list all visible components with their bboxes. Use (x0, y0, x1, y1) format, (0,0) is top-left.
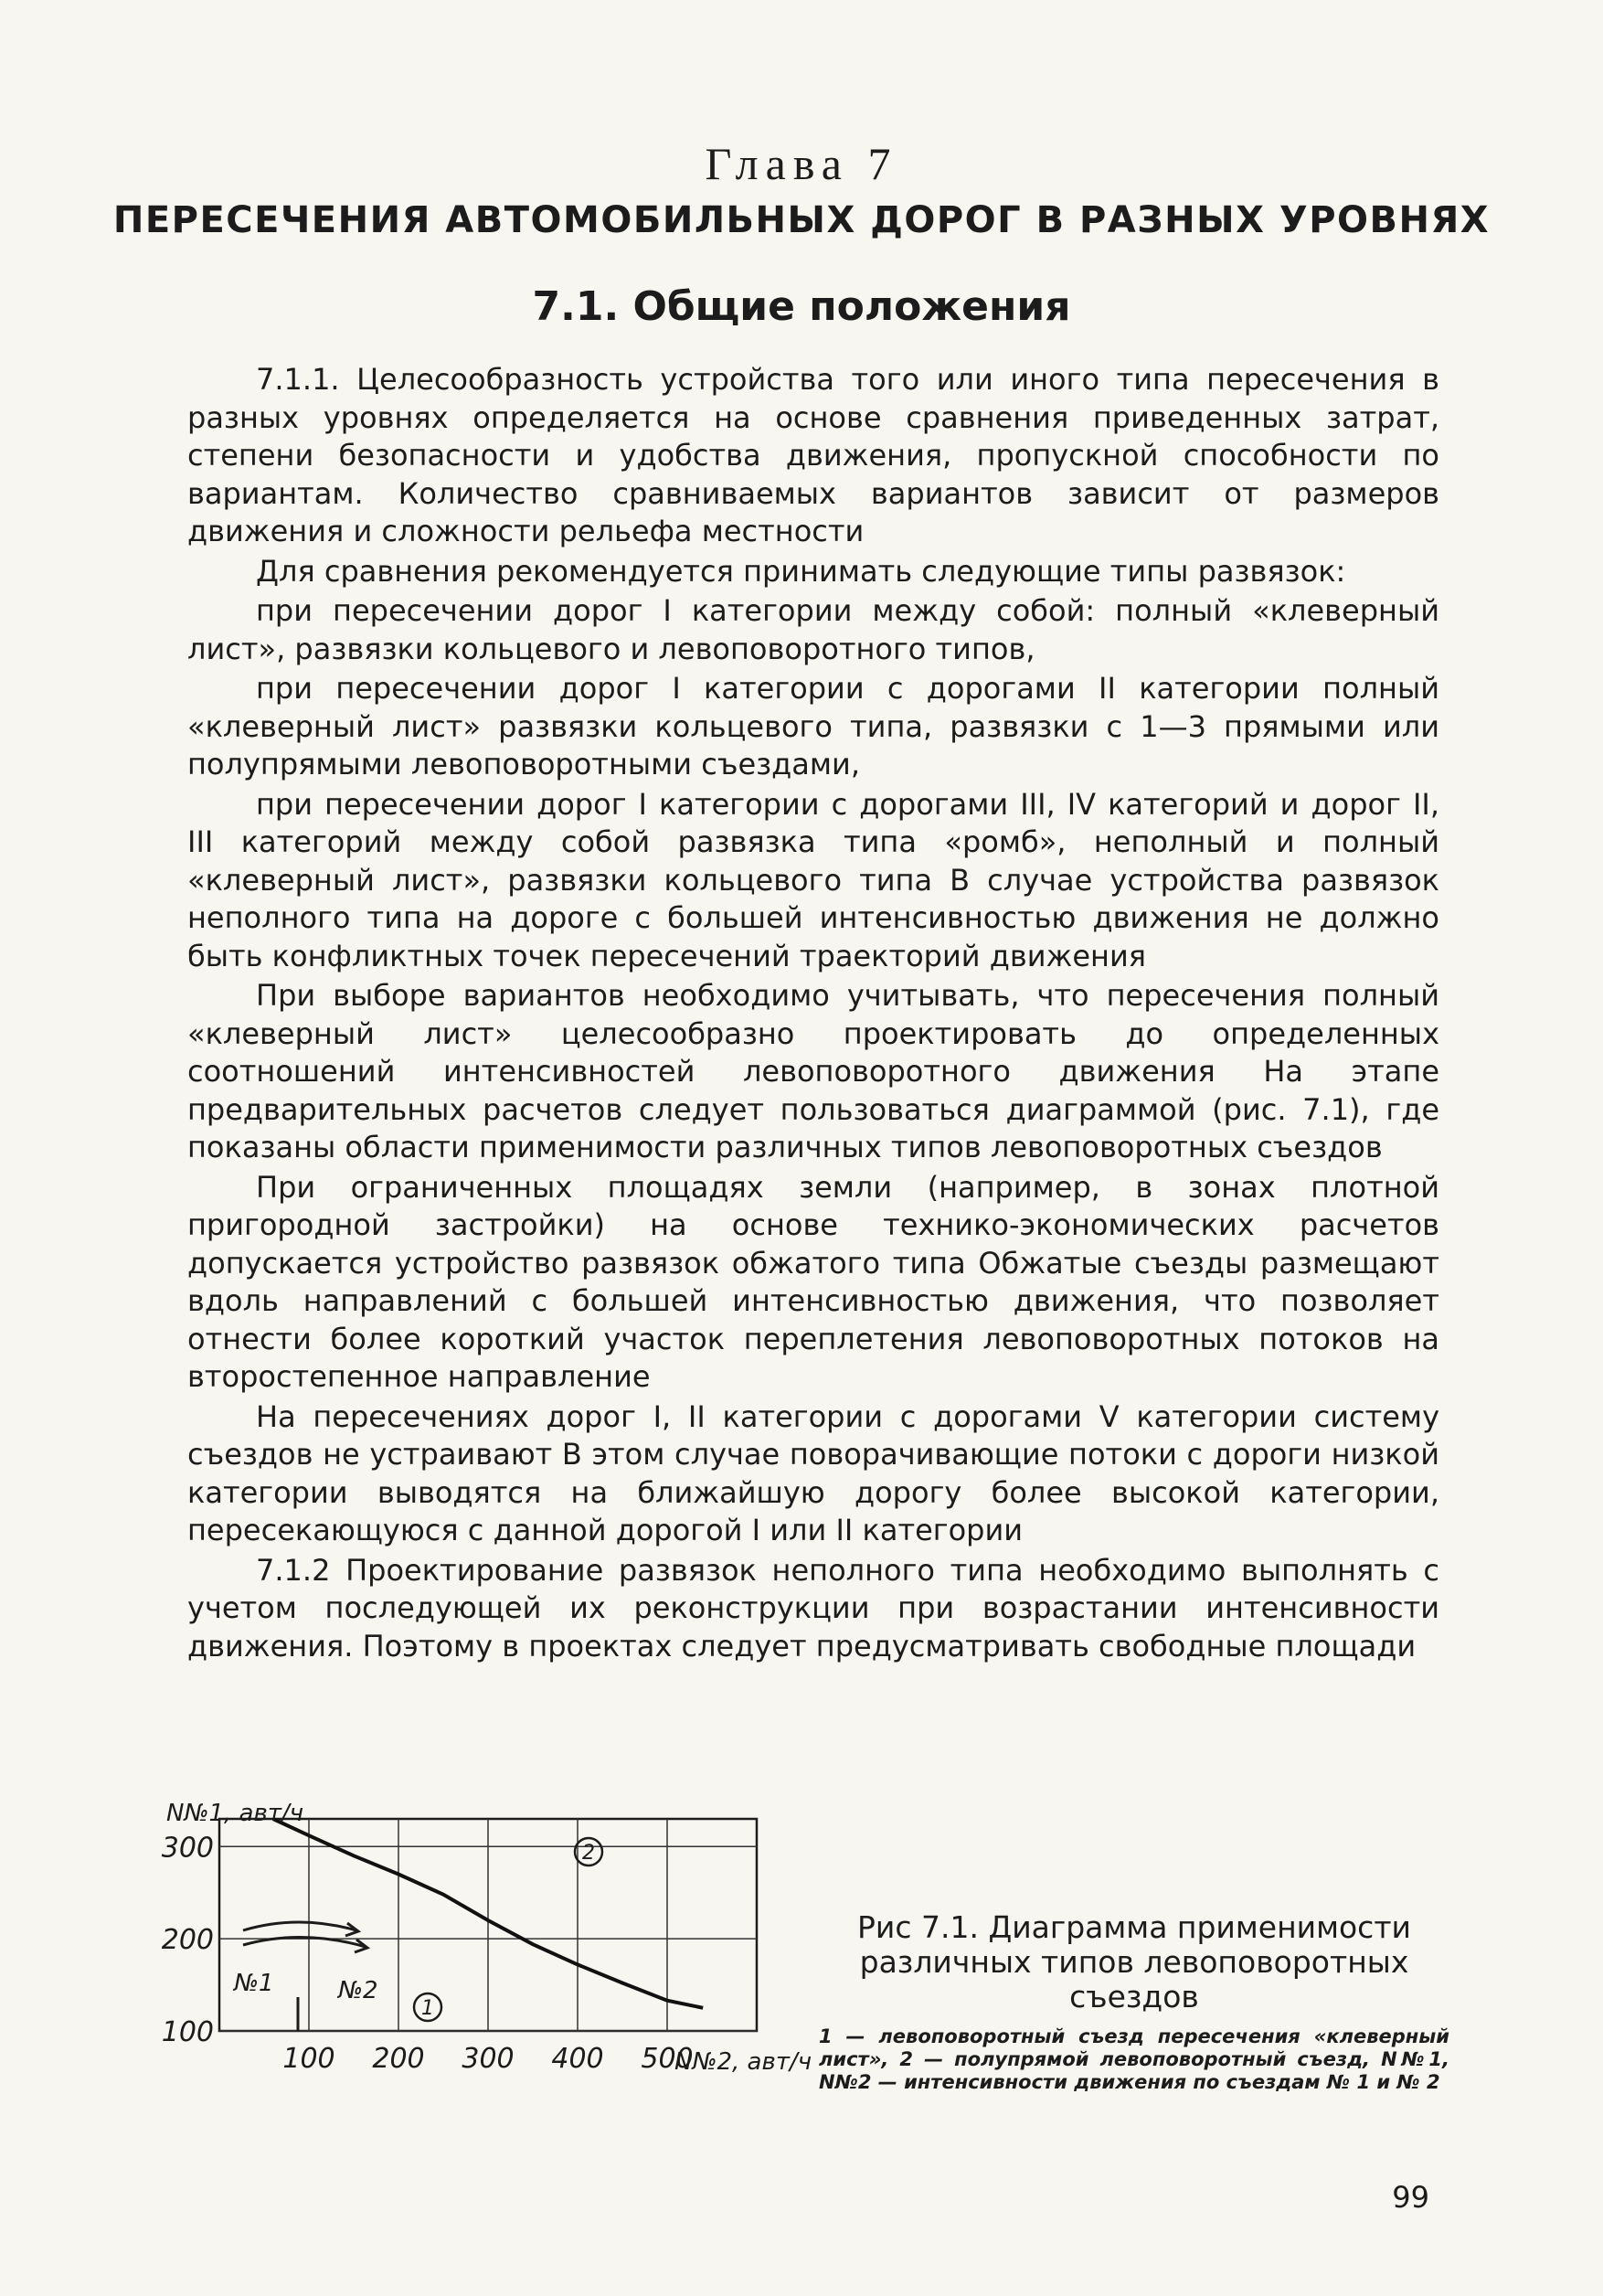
paragraph: При выборе вариантов необходимо учитывать, что пересечения полный «клеверный лист» целесообразно проектировать до определенных соотношений интенсивностей левоповоротного движения На этапе предварительных расчетов следует пользоваться диаграммой (рис. 7.1), где показаны области применимости различных типов левоповоротных съездов (187, 978, 1439, 1164)
chapter-title: ПЕРЕСЕЧЕНИЯ АВТОМОБИЛЬНЫХ ДОРОГ В РАЗНЫХ УРОВНЯХ (112, 199, 1491, 241)
y-tick-label: 100 (161, 2016, 214, 2048)
paragraph: На пересечениях дорог I, II категории с дорогами V категории систему съездов не устраивают В этом случае поворачивающие потоки с дороги низкой категории выводятся на ближайшую дорогу более высокой категории, пересекающуюся с данной дорогой I или II категории (187, 1398, 1439, 1547)
x-tick-label: 300 (462, 2043, 515, 2075)
figure-caption (819, 1910, 1449, 2094)
ramp-arrow-upper (243, 1922, 356, 1930)
ramp-2-label: №2 (338, 1977, 378, 2004)
paragraph: при пересечении дорог I категории с дорогами II категории полный «клеверный лист» развязки кольцевого типа, развязки с 1—3 прямыми или полупрямыми левоповоротными съездами, (187, 671, 1439, 781)
page-number: 99 (1392, 2180, 1429, 2215)
paragraph: Для сравнения рекомендуется принимать следующие типы развязок: (256, 553, 1346, 589)
body-text (187, 361, 1439, 1667)
paragraph: 7.1.2 Проектирование развязок неполного типа необходимо выполнять с учетом последующей их реконструкции при возрастании интенсивности движения. Поэтому в проектах следует предусматривать свободные площади (187, 1552, 1439, 1664)
chapter-label: Глава 7 (705, 138, 898, 189)
paragraph: при пересечении дорог I категории между собой: полный «клеверный лист», развязки кольцевого и левоповоротного типов, (187, 593, 1439, 666)
y-tick-label: 300 (161, 1832, 214, 1865)
paragraph: 7.1.1. Целесообразность устройства того или иного типа пересечения в разных уровнях определяется на основе сравнения приведенных затрат, степени безопасности и удобства движения, пропускной способности по вариантам. Количество сравниваемых вариантов зависит от размеров движения и сложности рельефа местности (187, 362, 1439, 548)
grid (219, 1819, 757, 2031)
diagram-svg (161, 1791, 812, 2093)
x-tick-label: 200 (372, 2043, 425, 2075)
region-2-label: 2 (582, 1842, 595, 1865)
caption-title: Рис 7.1. Диаграмма применимости различных типов левоповоротных съездов (857, 1909, 1411, 2014)
paragraph: при пересечении дорог I категории с дорогами III, IV категорий и дорог II, III категорий между собой развязка типа «ромб», неполный и полный «клеверный лист», развязки кольцевого типа В случае устройства развязок неполного типа на дороге с большей интенсивностью движения не должно быть конфликтных точек пересечений траекторий движения (187, 786, 1439, 973)
x-tick-label: 500 (641, 2043, 694, 2075)
y-axis-label: N№1, авт/ч (166, 1800, 304, 1827)
paragraph: При ограниченных площадях земли (например, в зонах плотной пригородной застройки) на основе технико-экономических расчетов допускается устройство развязок обжатого типа Обжатые съезды размещают вдоль направлений с большей интенсивностью движения, что позволяет отнести более короткий участок переплетения левоповоротных потоков на второстепенное направление (187, 1169, 1439, 1394)
x-tick-label: 400 (551, 2043, 604, 2075)
ramp-1-label: №1 (234, 1970, 274, 1997)
x-axis-label: N№2, авт/ч (674, 2048, 812, 2076)
x-tick-label: 100 (282, 2043, 335, 2075)
caption-note: 1 — левоповоротный съезд пересечения «клеверный лист», 2 — полупрямой левоповоротный съезд, N№1, N№2 — интенсивности движения по съездам № 1 и № 2 (819, 2025, 1449, 2093)
section-title: 7.1. Общие положения (532, 283, 1071, 330)
region-1-label: 1 (421, 1997, 434, 2020)
y-tick-label: 200 (161, 1924, 214, 1957)
applicability-diagram (161, 1791, 812, 2093)
chart-marks (162, 1800, 812, 2076)
